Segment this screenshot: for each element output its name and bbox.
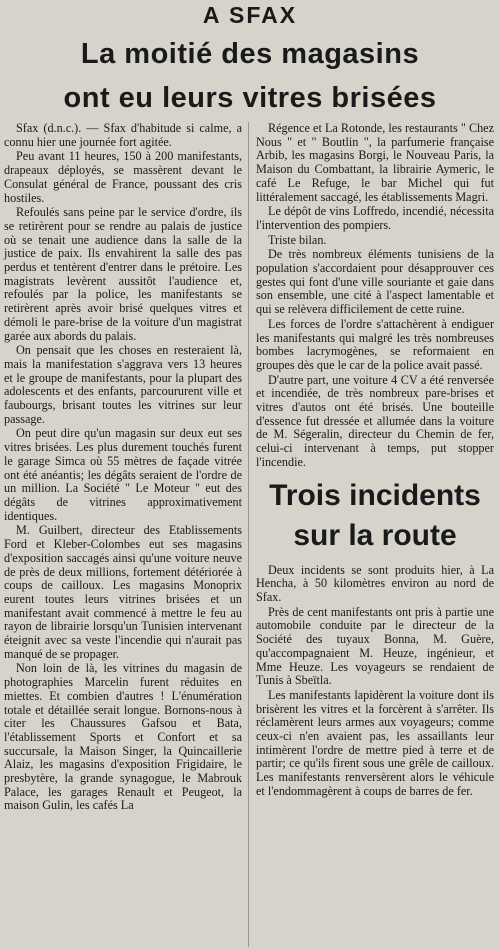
paragraph: D'autre part, une voiture 4 CV a été renversée et incendiée, de très nombreux pare-brises et vitres d'autos ont été brisés. Une bouteille d'essence fut dressée et allumée dans la voiture de M. Ségeralin, directeur du Chemin de fer, celui-ci intervenant à temps, put stopper l'incendie.	[256, 372, 494, 469]
paragraph: Régence et La Rotonde, les restaurants " Chez Nous " et " Boutlin ", la parfumerie française Arbib, les magasins Borgi, le Nouveau Paris, la Maison du Combattant, la librairie Aymeric, le café Le Refuge, le bar Michel qui fut littéralement saccagé, les établissements Magri.	[256, 121, 494, 204]
paragraph: Non loin de là, les vitrines du magasin de photographies Marcelin furent réduites en miettes. Et combien d'autres ! L'énumération totale et détaillée serait longue. Bornons-nous à citer les Chaussures Gafsou et Bata, l'établissement Sports et Confort et sa succursale, la Maison Singer, la Quincaillerie Alaiz, les magasins d'exposition Frigidaire, le presbytère, la grande synagogue, le Mabrouk Palace, les garages Renault et Peugeot, la maison Gulin, les cafés La	[4, 661, 242, 813]
left-column	[4, 122, 242, 814]
paragraph: De très nombreux éléments tunisiens de la population s'accordaient pour désapprouver ces gestes qui font d'une ville souriante et gaie dans son ensemble, une cité à l'aspect lamentable et qui se relèvera difficilement de cette ruine.	[256, 247, 494, 317]
paragraph: Deux incidents se sont produits hier, à La Hencha, à 50 kilomètres environ au nord de Sfax.	[256, 562, 494, 604]
headline-line-1: La moitié des magasins	[80, 38, 420, 70]
column-divider	[248, 122, 249, 947]
paragraph: On pensait que les choses en resteraient là, mais la manifestation s'aggrava vers 13 heures et le groupe de manifestants, pour la plupart des adolescents et des enfants, parcoururent ville et faubourgs, brisant toutes les vitrines sur leur passage.	[4, 343, 242, 426]
subheadline	[256, 476, 494, 556]
kicker: A SFAX	[202, 2, 298, 28]
paragraph: On peut dire qu'un magasin sur deux eut ses vitres brisées. Les plus durement touchés furent le garage Simca où 55 mètres de façade vitrée ont été anéantis; les dégâts seraient de l'ordre de un million. La Société " Le Moteur " eut des dégâts de vitrines approximativement identiques.	[4, 426, 242, 523]
paragraph: Les manifestants lapidèrent la voiture dont ils brisèrent les vitres et la forcèrent à s'arrêter. Ils réclamèrent leurs armes aux voyageurs; comme ceux-ci n'en avaient pas, les assaillants leur intimèrent l'ordre de mettre pied à terre et de partir; ce qu'ils firent sous une grêle de cailloux. Les manifestants renversèrent alors le véhicule et l'endommagèrent à coups de barres de fer.	[256, 687, 494, 798]
paragraph: Le dépôt de vins Loffredo, incendié, nécessita l'intervention des pompiers.	[256, 204, 494, 232]
headline-line-2: ont eu leurs vitres brisées	[63, 82, 437, 114]
subheadline-line-2: sur la route	[293, 518, 457, 552]
paragraph: M. Guilbert, directeur des Etablissements Ford et Kleber-Colombes eut ses magasins d'exposition saccagés ainsi qu'une voiture neuve de près de deux millions, fortement détériorée à coups de cailloux. Les magasins Monoprix eurent toutes leurs vitrines brisées et un manifestant avait commencé à mettre le feu au rayon de librairie lorsqu'un Tunisien intervenant éteignit avec sa veste l'incendie qui n'aurait pas manqué de se propager.	[4, 523, 242, 661]
paragraph: Peu avant 11 heures, 150 à 200 manifestants, drapeaux déployés, se massèrent devant le Consulat général de France, poussant des cris hostiles.	[4, 149, 242, 205]
paragraph: Près de cent manifestants ont pris à partie une automobile conduite par le directeur de la Société des tuyaux Bonna, M. Guère, qu'accompagnaient M. Heuze, ingénieur, et Mme Heuze. Les voyageurs se rendaient de Tunis à Sbeïtla.	[256, 604, 494, 688]
headline	[10, 32, 490, 120]
paragraph: Les forces de l'ordre s'attachèrent à endiguer les manifestants qui malgré les très nombreuses bombes lacrymogènes, se reformaient en groupes dès que le car de la police avait passé.	[256, 316, 494, 372]
paragraph: Sfax (d.n.c.). — Sfax d'habitude si calme, a connu hier une journée fort agitée.	[4, 121, 242, 149]
right-column	[256, 122, 494, 800]
paragraph: Refoulés sans peine par le service d'ordre, ils se retirèrent pour se rendre au palais de justice où se tenait une audience dans la salle de la justice de paix. Ils envahirent la salle des pas perdus et tentèrent d'entrer dans le prétoire. Les magistrats levèrent aussitôt l'audience et, refoulés par la police, les manifestants se retirèrent après avoir brisé quelques vitres et démoli le pare-brise de la voiture d'un magistrat garée aux abords du palais.	[4, 205, 242, 343]
paragraph: Triste bilan.	[268, 232, 327, 247]
subheadline-line-1: Trois incidents	[269, 478, 481, 512]
